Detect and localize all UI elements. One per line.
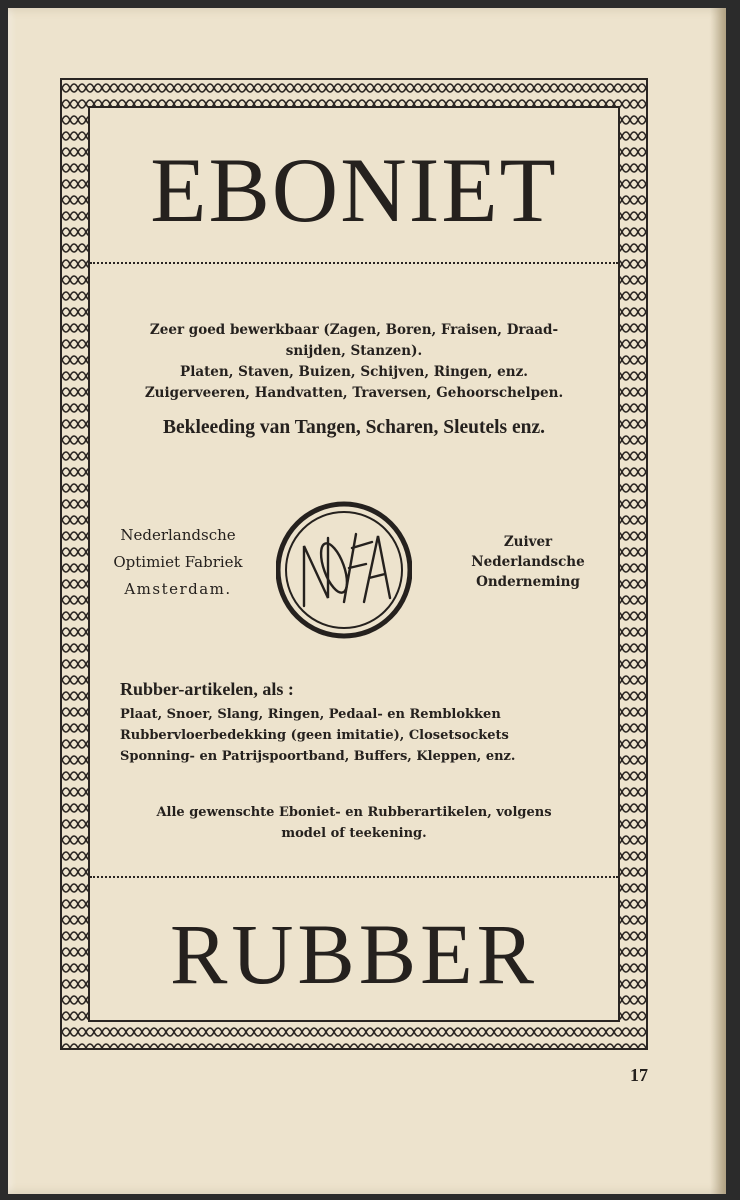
right-line: Nederlandsche	[471, 554, 585, 570]
left-line: Optimiet Fabriek	[113, 553, 243, 571]
intro-line: Zuigerveeren, Handvatten, Traversen, Gehoorschelpen.	[144, 385, 564, 401]
rubber-heading: Rubber-artikelen, als :	[120, 679, 294, 699]
title-eboniet: EBONIET	[150, 139, 558, 241]
intro-line: Zeer goed bewerkbaar (Zagen, Boren, Fraisen, Draad-	[149, 322, 559, 338]
advert-panel	[88, 106, 620, 1022]
bottom-dotted-rule	[90, 876, 618, 878]
closing-line: model of teekening.	[281, 826, 427, 841]
nofa-logo	[276, 498, 412, 642]
page-spine-shadow	[710, 8, 726, 1194]
top-dotted-rule	[90, 262, 618, 264]
rubber-line: Sponning- en Patrijspoortband, Buffers, Kleppen, enz.	[120, 749, 516, 764]
title-rubber: RUBBER	[169, 906, 539, 1002]
rubber-list	[120, 704, 600, 767]
left-company-block	[96, 522, 260, 603]
intro-line: snijden, Stanzen).	[285, 343, 423, 359]
closing-block	[90, 802, 618, 844]
closing-line: Alle gewenschte Eboniet- en Rubberartikelen, volgens	[156, 805, 552, 820]
rubber-line: Rubbervloerbedekking (geen imitatie), Closetsockets	[120, 728, 509, 743]
left-line: Amsterdam.	[124, 580, 232, 598]
rubber-line: Plaat, Snoer, Slang, Ringen, Pedaal- en Remblokken	[120, 707, 501, 722]
right-line: Onderneming	[476, 574, 580, 590]
headline: Bekleeding van Tangen, Scharen, Sleutels enz.	[162, 417, 546, 438]
book-page	[8, 8, 726, 1194]
intro-block	[90, 320, 618, 404]
right-company-block	[448, 532, 608, 592]
right-line: Zuiver	[503, 534, 553, 550]
ornamental-border	[60, 78, 648, 1050]
left-line: Nederlandsche	[120, 526, 236, 544]
page-number: 17	[630, 1065, 648, 1085]
intro-line: Platen, Staven, Buizen, Schijven, Ringen, enz.	[180, 364, 528, 380]
